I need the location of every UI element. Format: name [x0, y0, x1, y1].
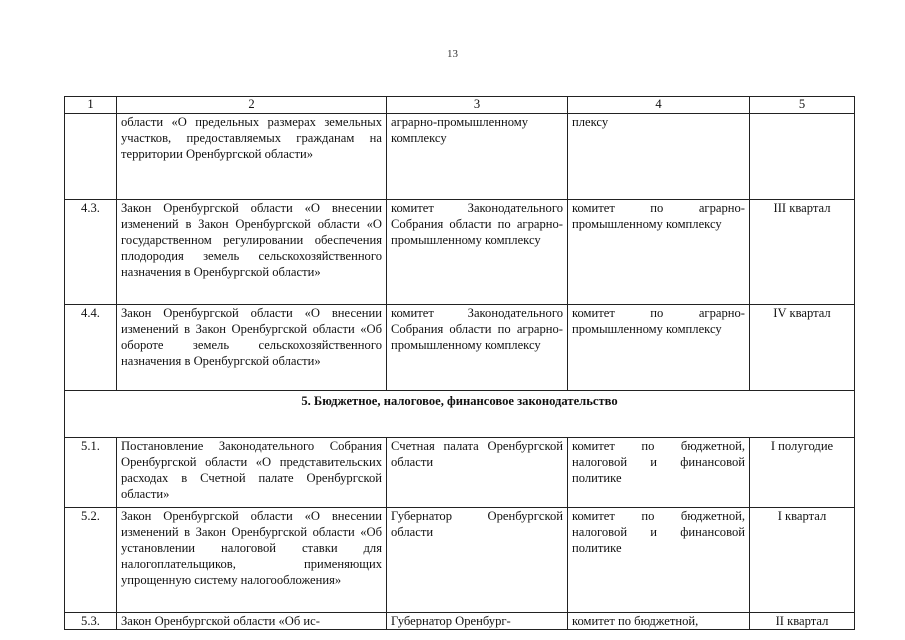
document-title: области «О предельных размерах земельных участков, предоставляемых гражданам на территории Оренбургской области» — [117, 114, 387, 200]
period: IV квартал — [750, 305, 855, 391]
document-title: Закон Оренбургской области «О внесении изменений в Закон Оренбургской области «О государственном регулировании обеспечения плодородия земель сельскохозяйственного назначения в Оренбургской области» — [117, 200, 387, 305]
responsible-body: комитет Законодательного Собрания области по аграрно-промышленному комплексу — [387, 305, 568, 391]
column-header: 4 — [568, 97, 750, 114]
column-header: 2 — [117, 97, 387, 114]
row-number: 5.2. — [65, 508, 117, 613]
period — [750, 114, 855, 200]
row-number: 4.3. — [65, 200, 117, 305]
column-header: 3 — [387, 97, 568, 114]
responsible-body: комитет Законодательного Собрания области по аграрно-промышленному комплексу — [387, 200, 568, 305]
row-number: 5.1. — [65, 438, 117, 508]
table-header-row — [65, 97, 855, 114]
column-header: 1 — [65, 97, 117, 114]
legislation-plan-table — [64, 96, 855, 630]
responsible-body: аграрно-промышленному комплексу — [387, 114, 568, 200]
document-title: Постановление Законодательного Собрания Оренбургской области «О представительских расходах в Счетной палате Оренбургской области» — [117, 438, 387, 508]
period: I полугодие — [750, 438, 855, 508]
document-title: Закон Оренбургской области «Об ис- — [117, 613, 387, 630]
document-title: Закон Оренбургской области «О внесении изменений в Закон Оренбургской области «Об обороте земель сельскохозяйственного назначения в Оренбургской области» — [117, 305, 387, 391]
row-number: 5.3. — [65, 613, 117, 630]
table-row — [65, 438, 855, 508]
period: II квартал — [750, 613, 855, 630]
period: III квартал — [750, 200, 855, 305]
responsible-body: Губернатор Оренбургской области — [387, 508, 568, 613]
committee: комитет по бюджетной, налоговой и финансовой политике — [568, 438, 750, 508]
column-header: 5 — [750, 97, 855, 114]
committee: комитет по бюджетной, налоговой и финансовой политике — [568, 508, 750, 613]
responsible-body: Губернатор Оренбург- — [387, 613, 568, 630]
table-row — [65, 613, 855, 630]
row-number: 4.4. — [65, 305, 117, 391]
document-title: Закон Оренбургской области «О внесении изменений в Закон Оренбургской области «Об установлении налоговой ставки для налогоплательщиков, применяющих упрощенную систему налогообложения» — [117, 508, 387, 613]
table-row — [65, 508, 855, 613]
table-row — [65, 200, 855, 305]
page-number: 13 — [447, 48, 458, 60]
committee: плексу — [568, 114, 750, 200]
committee: комитет по аграрно-промышленному комплексу — [568, 200, 750, 305]
table-row — [65, 305, 855, 391]
period: I квартал — [750, 508, 855, 613]
section-row — [65, 391, 855, 438]
table-row — [65, 114, 855, 200]
row-number — [65, 114, 117, 200]
responsible-body: Счетная палата Оренбургской области — [387, 438, 568, 508]
committee: комитет по бюджетной, — [568, 613, 750, 630]
section-title: 5. Бюджетное, налоговое, финансовое законодательство — [65, 391, 855, 438]
committee: комитет по аграрно-промышленному комплексу — [568, 305, 750, 391]
